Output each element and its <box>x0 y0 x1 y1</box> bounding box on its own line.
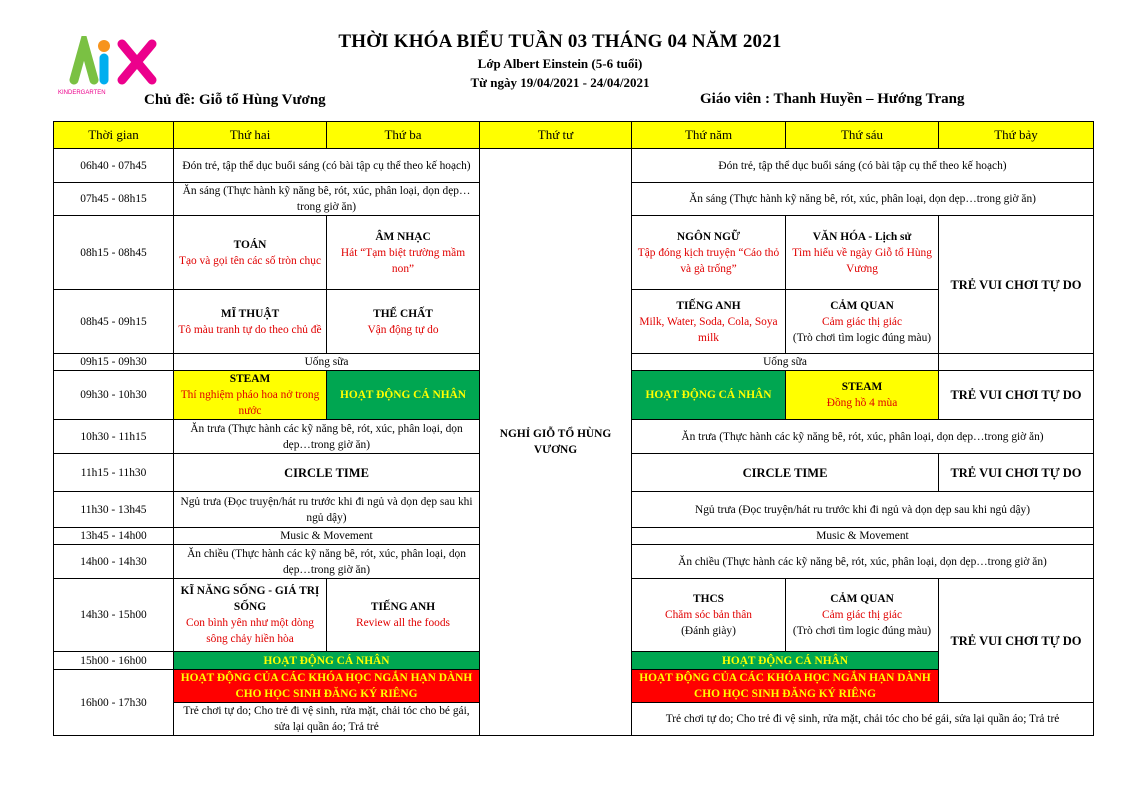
col-wednesday: Thứ tư <box>480 122 632 149</box>
time-cell: 16h00 - 17h30 <box>54 670 174 736</box>
routine-cell: Ngủ trưa (Đọc truyện/hát ru trước khi đi ngủ và dọn dẹp sau khi ngủ dậy) <box>174 492 480 528</box>
class-name: Lớp Albert Einstein (5-6 tuổi) <box>477 56 643 71</box>
time-cell: 15h00 - 16h00 <box>54 652 174 670</box>
personal-activity: HOẠT ĐỘNG CÁ NHÂN <box>339 389 467 401</box>
lesson-note: (Trò chơi tìm logic đúng màu) <box>792 331 932 344</box>
circle-time: CIRCLE TIME <box>632 454 939 492</box>
lesson-detail: Đồng hồ 4 mùa <box>826 397 898 409</box>
short-course-cell: HOẠT ĐỘNG CỦA CÁC KHÓA HỌC NGẮN HẠN DÀNH CHO HỌC SINH ĐĂNG KÝ RIÊNG <box>632 670 939 703</box>
time-cell: 07h45 - 08h15 <box>54 183 174 216</box>
lesson-subject: MĨ THUẬT <box>220 307 280 320</box>
routine-cell: Ăn sáng (Thực hành kỹ năng bê, rót, xúc, phân loại, dọn dẹp…trong giờ ăn) <box>174 183 480 216</box>
school-logo <box>56 36 166 98</box>
lesson-subject: STEAM <box>229 373 271 385</box>
lesson-detail: Tô màu tranh tự do theo chủ đề <box>178 323 322 336</box>
routine-cell: Uống sữa <box>632 354 939 371</box>
lesson-cell <box>786 579 939 652</box>
saturday-free-play: TRẺ VUI CHƠI TỰ DO <box>939 371 1094 420</box>
circle-time: CIRCLE TIME <box>174 454 480 492</box>
lesson-cell <box>174 579 327 652</box>
col-friday: Thứ sáu <box>786 122 939 149</box>
routine-cell: Ăn trưa (Thực hành các kỹ năng bê, rót, xúc, phân loại, dọn dẹp…trong giờ ăn) <box>174 420 480 454</box>
saturday-free-play: TRẺ VUI CHƠI TỰ DO <box>939 454 1094 492</box>
routine-cell: Đón trẻ, tập thể dục buổi sáng (có bài tập cụ thể theo kế hoạch) <box>632 149 1094 183</box>
lesson-detail: Milk, Water, Soda, Cola, Soya milk <box>639 315 778 344</box>
lesson-cell <box>174 371 327 420</box>
header-row <box>54 122 1094 149</box>
personal-activity-cell <box>174 652 480 670</box>
time-cell: 09h30 - 10h30 <box>54 371 174 420</box>
lesson-subject: TIẾNG ANH <box>676 299 741 312</box>
lesson-note: (Trò chơi tìm logic đúng màu) <box>792 625 932 637</box>
routine-cell: Uống sữa <box>174 354 480 371</box>
saturday-free-play: TRẺ VUI CHƠI TỰ DO <box>939 216 1094 354</box>
saturday-free-play: TRẺ VUI CHƠI TỰ DO <box>939 579 1094 703</box>
lesson-subject: ÂM NHẠC <box>375 230 431 243</box>
lesson-cell <box>174 216 327 290</box>
lesson-detail: Con bình yên như một dòng sông chảy hiền hòa <box>186 617 314 645</box>
personal-activity-cell <box>327 371 480 420</box>
lesson-detail: Review all the foods <box>356 617 450 629</box>
routine-cell: Ngủ trưa (Đọc truyện/hát ru trước khi đi ngủ và dọn dẹp sau khi ngủ dậy) <box>632 492 1094 528</box>
time-cell: 08h15 - 08h45 <box>54 216 174 290</box>
time-cell: 10h30 - 11h15 <box>54 420 174 454</box>
lesson-cell <box>327 290 480 354</box>
time-cell: 13h45 - 14h00 <box>54 528 174 545</box>
logo-caption: KINDERGARTEN <box>58 90 106 96</box>
lesson-detail: Vận động tự do <box>367 323 439 336</box>
personal-activity: HOẠT ĐỘNG CÁ NHÂN <box>263 654 390 667</box>
lesson-cell <box>786 290 939 354</box>
lesson-cell <box>632 579 786 652</box>
routine-cell: Trẻ chơi tự do; Cho trẻ đi vệ sinh, rửa mặt, chải tóc cho bé gái, sửa lại quần áo; Trả trẻ <box>174 703 480 736</box>
table-row <box>54 149 1094 183</box>
routine-cell: Ăn sáng (Thực hành kỹ năng bê, rót, xúc, phân loại, dọn dẹp…trong giờ ăn) <box>632 183 1094 216</box>
lesson-subject: STEAM <box>841 381 883 393</box>
time-cell: 08h45 - 09h15 <box>54 290 174 354</box>
lesson-detail: Hát “Tạm biệt trường mầm non” <box>340 246 466 275</box>
routine-cell: Music & Movement <box>632 528 1094 545</box>
wednesday-holiday: NGHỈ GIỖ TỔ HÙNG VƯƠNG <box>480 149 632 736</box>
short-course-cell: HOẠT ĐỘNG CỦA CÁC KHÓA HỌC NGẮN HẠN DÀNH CHO HỌC SINH ĐĂNG KÝ RIÊNG <box>174 670 480 703</box>
routine-cell: Ăn chiều (Thực hành các kỹ năng bê, rót, xúc, phân loại, dọn dẹp…trong giờ ăn) <box>632 545 1094 579</box>
lesson-note: (Đánh giày) <box>681 625 736 637</box>
routine-cell: Ăn trưa (Thực hành các kỹ năng bê, rót, xúc, phân loại, dọn dẹp…trong giờ ăn) <box>632 420 1094 454</box>
theme: Chủ đề: Giỗ tổ Hùng Vương <box>144 92 326 108</box>
personal-activity-cell <box>632 371 786 420</box>
lesson-cell <box>174 290 327 354</box>
lesson-cell <box>632 216 786 290</box>
timetable <box>53 121 1094 736</box>
col-tuesday: Thứ ba <box>327 122 480 149</box>
time-cell: 06h40 - 07h45 <box>54 149 174 183</box>
lesson-detail: Tìm hiểu về ngày Giỗ tổ Hùng Vương <box>792 246 932 275</box>
personal-activity: HOẠT ĐỘNG CÁ NHÂN <box>721 654 849 667</box>
teacher: Giáo viên : Thanh Huyền – Hướng Trang <box>700 91 965 107</box>
lesson-subject: NGÔN NGỮ <box>676 230 741 243</box>
lesson-cell <box>327 579 480 652</box>
lesson-subject: CẢM QUAN <box>830 593 894 605</box>
lesson-detail: Thí nghiệm pháo hoa nở trong nước <box>180 389 320 417</box>
time-cell: 14h30 - 15h00 <box>54 579 174 652</box>
lesson-subject: VĂN HÓA - Lịch sử <box>812 230 912 243</box>
date-range: Từ ngày 19/04/2021 - 24/04/2021 <box>470 75 650 90</box>
lesson-subject: TOÁN <box>233 238 267 251</box>
personal-activity-cell <box>632 652 939 670</box>
lesson-subject: KĨ NĂNG SỐNG - GIÁ TRỊ SỐNG <box>180 585 320 613</box>
time-cell: 11h30 - 13h45 <box>54 492 174 528</box>
lesson-cell <box>327 216 480 290</box>
time-cell: 14h00 - 14h30 <box>54 545 174 579</box>
lesson-cell <box>632 290 786 354</box>
lesson-detail: Cảm giác thị giác <box>821 609 903 621</box>
lesson-subject: CẢM QUAN <box>830 299 894 312</box>
page-title: THỜI KHÓA BIỂU TUẦN 03 THÁNG 04 NĂM 2021 <box>338 31 782 52</box>
col-thursday: Thứ năm <box>632 122 786 149</box>
lesson-subject: THỂ CHẤT <box>373 307 433 320</box>
lesson-cell <box>786 371 939 420</box>
routine-cell: Ăn chiều (Thực hành các kỹ năng bê, rót, xúc, phân loại, dọn dẹp…trong giờ ăn) <box>174 545 480 579</box>
col-saturday: Thứ bảy <box>939 122 1094 149</box>
lesson-detail: Tạo và gọi tên các số tròn chục <box>178 254 321 267</box>
routine-cell: Đón trẻ, tập thể dục buổi sáng (có bài tập cụ thể theo kế hoạch) <box>174 149 480 183</box>
col-time: Thời gian <box>54 122 174 149</box>
time-cell: 09h15 - 09h30 <box>54 354 174 371</box>
routine-cell: Trẻ chơi tự do; Cho trẻ đi vệ sinh, rửa mặt, chải tóc cho bé gái, sửa lại quần áo; Trả trẻ <box>632 703 1094 736</box>
col-monday: Thứ hai <box>174 122 327 149</box>
lesson-detail: Chăm sóc bản thân <box>665 609 752 621</box>
lesson-cell <box>786 216 939 290</box>
routine-cell: Music & Movement <box>174 528 480 545</box>
lesson-subject: THCS <box>692 593 725 605</box>
personal-activity: HOẠT ĐỘNG CÁ NHÂN <box>645 389 772 401</box>
lesson-detail: Cảm giác thị giác <box>821 315 903 328</box>
empty-cell <box>939 354 1094 371</box>
lesson-subject: TIẾNG ANH <box>370 601 436 613</box>
time-cell: 11h15 - 11h30 <box>54 454 174 492</box>
lesson-detail: Tập đóng kịch truyện “Cáo thỏ và gà trống” <box>637 246 780 275</box>
